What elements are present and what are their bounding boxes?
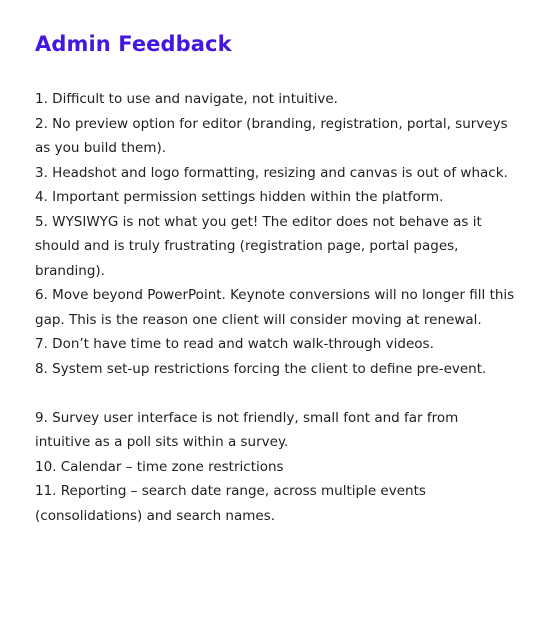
feedback-item-1: 1. Difficult to use and navigate, not intuitive. xyxy=(35,91,338,107)
feedback-item-10: 10. Calendar – time zone restrictions xyxy=(35,458,284,475)
page-title: Admin Feedback xyxy=(35,32,232,56)
paragraph-gap xyxy=(35,381,515,406)
feedback-item-9: 9. Survey user interface is not friendly, small font and far from intuitive as a poll sits within a survey. xyxy=(35,409,459,450)
feedback-item-5: 5. WYSIWYG is not what you get! The editor does not behave as it should and is truly frustrating (registration page, portal pages, branding). xyxy=(35,213,482,279)
feedback-item-4: 4. Important permission settings hidden within the platform. xyxy=(35,189,444,205)
feedback-item-11: 11. Reporting – search date range, across multiple events (consolidations) and search names. xyxy=(35,483,426,524)
feedback-item-6: 6. Move beyond PowerPoint. Keynote conversions will no longer fill this gap. This is the reason one client will consider moving at renewal. xyxy=(35,287,515,328)
feedback-item-7: 7. Don’t have time to read and watch walk-through videos. xyxy=(35,336,434,352)
feedback-item-3: 3. Headshot and logo formatting, resizing and canvas is out of whack. xyxy=(35,164,508,181)
feedback-item-2: 2. No preview option for editor (branding, registration, portal, surveys as you build them). xyxy=(35,115,508,156)
feedback-item-8: 8. System set-up restrictions forcing the client to define pre-event. xyxy=(35,360,487,377)
feedback-list xyxy=(35,87,515,528)
